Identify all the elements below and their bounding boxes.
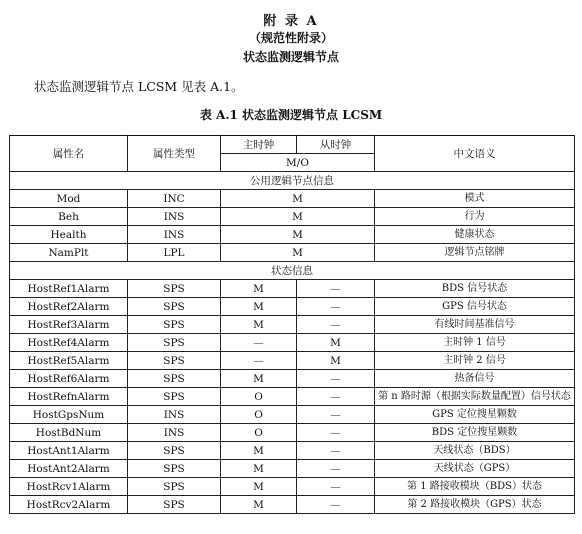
cell-attr-type: SPS (128, 316, 221, 334)
cell-attr-name: Beh (10, 208, 128, 226)
cell-mo: M (221, 208, 375, 226)
cell-attr-type: INS (128, 424, 221, 442)
cell-master: — (221, 334, 297, 352)
table-row (10, 208, 575, 226)
cell-slave: — (297, 388, 375, 406)
table-row (10, 424, 575, 442)
cell-attr-name: HostRef1Alarm (10, 280, 128, 298)
table-header-row (10, 136, 575, 154)
section-row (10, 172, 575, 190)
cell-attr-type: SPS (128, 460, 221, 478)
table-row (10, 334, 575, 352)
cell-attr-type: SPS (128, 496, 221, 514)
cell-semantics: BDS 定位搜星颗数 (375, 424, 575, 442)
cell-semantics: BDS 信号状态 (375, 280, 575, 298)
cell-master: O (221, 424, 297, 442)
cell-semantics: 有线时间基准信号 (375, 316, 575, 334)
cell-semantics: 行为 (375, 208, 575, 226)
cell-semantics: 主时钟 2 信号 (375, 352, 575, 370)
section-title: 公用逻辑节点信息 (10, 172, 575, 190)
cell-attr-type: SPS (128, 478, 221, 496)
cell-semantics: 主时钟 1 信号 (375, 334, 575, 352)
cell-master: M (221, 316, 297, 334)
section-title: 状态信息 (10, 262, 575, 280)
cell-master: M (221, 370, 297, 388)
cell-attr-name: HostRefnAlarm (10, 388, 128, 406)
cell-mo: M (221, 190, 375, 208)
cell-master: M (221, 478, 297, 496)
header-master-clock: 主时钟 (221, 136, 297, 154)
cell-mo: M (221, 244, 375, 262)
cell-attr-name: Mod (10, 190, 128, 208)
cell-attr-name: HostAnt2Alarm (10, 460, 128, 478)
table-row (10, 316, 575, 334)
intro-paragraph: 状态监测逻辑节点 LCSM 见表 A.1。 (34, 79, 244, 94)
table-row (10, 460, 575, 478)
table-row (10, 226, 575, 244)
cell-attr-type: SPS (128, 370, 221, 388)
cell-attr-name: HostAnt1Alarm (10, 442, 128, 460)
cell-attr-name: NamPlt (10, 244, 128, 262)
cell-slave: — (297, 406, 375, 424)
cell-semantics: 逻辑节点铭牌 (375, 244, 575, 262)
cell-semantics: 天线状态（BDS） (375, 442, 575, 460)
lcsm-table (9, 135, 575, 514)
header-attr-type: 属性类型 (128, 136, 221, 172)
cell-attr-type: SPS (128, 352, 221, 370)
table-row (10, 388, 575, 406)
cell-master: M (221, 298, 297, 316)
table-row (10, 190, 575, 208)
cell-attr-name: HostRef4Alarm (10, 334, 128, 352)
table-caption: 表 A.1 状态监测逻辑节点 LCSM (199, 108, 383, 122)
cell-attr-type: INS (128, 406, 221, 424)
header-mo: M/O (221, 154, 375, 172)
cell-attr-name: HostRef2Alarm (10, 298, 128, 316)
table-row (10, 244, 575, 262)
cell-attr-name: Health (10, 226, 128, 244)
table-row (10, 280, 575, 298)
cell-slave: — (297, 280, 375, 298)
table-row (10, 406, 575, 424)
cell-master: M (221, 280, 297, 298)
header-attr-name: 属性名 (10, 136, 128, 172)
cell-attr-type: INS (128, 226, 221, 244)
cell-slave: M (297, 334, 375, 352)
cell-slave: — (297, 496, 375, 514)
table-row (10, 478, 575, 496)
cell-master: O (221, 406, 297, 424)
cell-slave: M (297, 352, 375, 370)
cell-mo: M (221, 226, 375, 244)
appendix-title: 状态监测逻辑节点 (242, 50, 339, 64)
table-row (10, 370, 575, 388)
cell-semantics: 热备信号 (375, 370, 575, 388)
cell-attr-type: INC (128, 190, 221, 208)
cell-semantics: 第 2 路接收模块（GPS）状态 (375, 496, 575, 514)
cell-attr-type: SPS (128, 442, 221, 460)
cell-semantics: 健康状态 (375, 226, 575, 244)
cell-semantics: 第 1 路接收模块（BDS）状态 (375, 478, 575, 496)
cell-master: M (221, 460, 297, 478)
cell-attr-name: HostGpsNum (10, 406, 128, 424)
appendix-heading: 附 录 A (263, 14, 319, 29)
cell-attr-type: LPL (128, 244, 221, 262)
table-row (10, 298, 575, 316)
cell-slave: — (297, 442, 375, 460)
cell-master: O (221, 388, 297, 406)
cell-attr-name: HostRef5Alarm (10, 352, 128, 370)
cell-slave: — (297, 298, 375, 316)
cell-attr-name: HostRef3Alarm (10, 316, 128, 334)
section-row (10, 262, 575, 280)
table-row (10, 352, 575, 370)
cell-semantics: GPS 信号状态 (375, 298, 575, 316)
cell-semantics: 模式 (375, 190, 575, 208)
cell-attr-name: HostRcv2Alarm (10, 496, 128, 514)
cell-attr-name: HostRcv1Alarm (10, 478, 128, 496)
cell-attr-type: SPS (128, 280, 221, 298)
table-row (10, 442, 575, 460)
cell-slave: — (297, 424, 375, 442)
header-slave-clock: 从时钟 (297, 136, 375, 154)
cell-attr-type: INS (128, 208, 221, 226)
cell-master: M (221, 496, 297, 514)
cell-attr-type: SPS (128, 298, 221, 316)
cell-master: M (221, 442, 297, 460)
cell-semantics: 第 n 路时源（根据实际数量配置）信号状态 (375, 388, 575, 406)
cell-semantics: GPS 定位搜星颗数 (375, 406, 575, 424)
cell-semantics: 天线状态（GPS） (375, 460, 575, 478)
header-semantics: 中文语义 (375, 136, 575, 172)
cell-attr-type: SPS (128, 388, 221, 406)
cell-attr-name: HostBdNum (10, 424, 128, 442)
table-row (10, 496, 575, 514)
cell-slave: — (297, 460, 375, 478)
cell-slave: — (297, 478, 375, 496)
cell-slave: — (297, 316, 375, 334)
cell-master: — (221, 352, 297, 370)
cell-attr-type: SPS (128, 334, 221, 352)
cell-slave: — (297, 370, 375, 388)
cell-attr-name: HostRef6Alarm (10, 370, 128, 388)
normative-label: （规范性附录） (248, 31, 333, 45)
